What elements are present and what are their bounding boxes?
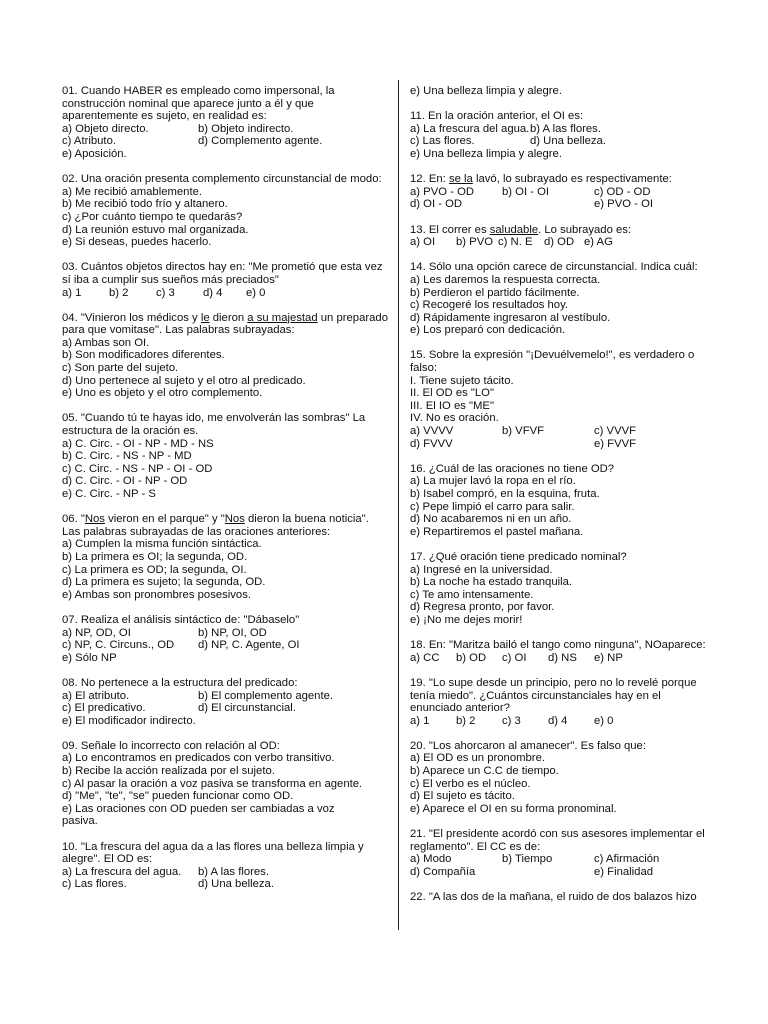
option-row [410, 198, 710, 211]
column-divider [398, 80, 399, 930]
option-c[interactable]: c) ¿Por cuánto tiempo te quedarás? [62, 210, 243, 223]
option-d[interactable]: d) OD [544, 236, 575, 249]
option-e[interactable]: e) Los preparó con dedicación. [410, 324, 566, 337]
question-16 [410, 463, 710, 539]
option-row [62, 652, 388, 665]
option-e[interactable]: e) NP [594, 651, 623, 664]
question-06 [62, 513, 388, 601]
option-a[interactable]: a) 1 [62, 286, 82, 299]
question-stem: 01. Cuando HABER es empleado como impersonal, la construcción nominal que aparece junto a él y que aparentemente es sujeto, en realidad es: [62, 85, 335, 123]
option-c[interactable]: c) Te amo intensamente. [410, 588, 534, 601]
option-e[interactable]: e) El modificador indirecto. [62, 714, 196, 727]
stem-text: dieron [209, 311, 248, 324]
question-20 [410, 740, 710, 816]
option-row [62, 702, 388, 715]
option-a[interactable]: a) La frescura del agua. [62, 865, 182, 878]
stem-text: un preparado para que vomitase". Las palabras subrayadas: [62, 311, 388, 337]
option-row [410, 652, 710, 665]
option-b[interactable]: b) 2 [109, 286, 129, 299]
option-a[interactable]: a) OI [410, 236, 436, 249]
option-c[interactable]: c) VVVF [594, 425, 637, 438]
option-e[interactable]: e) 0 [246, 286, 266, 299]
option-b[interactable]: b) OD [456, 651, 487, 664]
option-c[interactable]: c) C. Circ. - NS - NP - OI - OD [62, 462, 213, 475]
statement-item: I. Tiene sujeto tácito. [410, 374, 514, 387]
option-d[interactable]: d) La primera es sujeto; la segunda, OD. [62, 576, 266, 589]
option-a[interactable]: a) Objeto directo. [62, 122, 149, 135]
question-09 [62, 740, 388, 828]
option-e[interactable]: e) FVVF [594, 437, 637, 450]
question-21 [410, 828, 710, 878]
option-b[interactable]: b) A las flores. [198, 865, 269, 878]
question-stem: 16. ¿Cuál de las oraciones no tiene OD? [410, 462, 615, 475]
option-c[interactable]: c) Las flores. [62, 878, 127, 891]
option-b[interactable]: b) NP, OI, OD [198, 626, 267, 639]
option-row [410, 236, 710, 249]
option-c[interactable]: c) Son parte del sujeto. [62, 362, 179, 375]
option-row [62, 148, 388, 161]
option-c[interactable]: c) La primera es OD; la segunda, OI. [62, 563, 247, 576]
option-row [62, 627, 388, 640]
option-d[interactable]: d) Compañía [410, 865, 476, 878]
question-stem: 22. "A las dos de la mañana, el ruido de dos balazos hizo [410, 891, 697, 903]
option-a[interactable]: a) Lo encontramos en predicados con verbo transitivo. [62, 752, 335, 765]
left-column [62, 85, 388, 904]
option-e[interactable]: e) Aposición. [62, 147, 127, 160]
question-08 [62, 677, 388, 727]
stem-text: . Lo subrayado es: [538, 223, 632, 236]
stem-text: vieron en el parque" y " [104, 513, 225, 526]
option-b[interactable]: b) Objeto indirecto. [198, 122, 294, 135]
question-stem: 11. En la oración anterior, el OI es: [410, 110, 584, 123]
option-e[interactable]: e) Repartiremos el pastel mañana. [410, 525, 584, 538]
option-e[interactable]: e) Si deseas, puedes hacerlo. [62, 236, 212, 249]
option-row [62, 123, 388, 136]
option-c[interactable]: c) N. E [498, 236, 533, 249]
option-a[interactable]: a) 1 [410, 714, 430, 727]
option-e[interactable]: e) Las oraciones con OD pueden ser cambiadas a voz pasiva. [62, 802, 335, 828]
option-e[interactable]: e) Ambas son pronombres posesivos. [62, 588, 252, 601]
question-11 [410, 110, 710, 160]
option-a[interactable]: a) Ambas son OI. [62, 336, 150, 349]
option-e[interactable]: e) C. Circ. - NP - S [62, 488, 156, 500]
option-d[interactable]: d) Una belleza. [530, 135, 606, 148]
option-d[interactable]: d) La reunión estuvo mal organizada. [62, 223, 249, 236]
option-row [410, 123, 710, 136]
question-19 [410, 677, 710, 727]
option-row [62, 287, 388, 300]
option-d[interactable]: d) 4 [203, 286, 223, 299]
stem-text: dieron la buena noticia". Las palabras subrayadas de las oraciones anteriores: [62, 513, 369, 538]
option-d[interactable]: d) FVVV [410, 437, 453, 450]
question-stem: 05. "Cuando tú te hayas ido, me envolverán las sombras" La estructura de la oración es. [62, 412, 366, 438]
option-e[interactable]: e) Uno es objeto y el otro complemento. [62, 387, 263, 400]
option-e[interactable]: e) Sólo NP [62, 651, 117, 664]
stem-text: 06. " [62, 513, 85, 526]
option-row [410, 186, 710, 199]
statement-item: III. El IO es "ME" [410, 399, 494, 412]
option-b[interactable]: b) A las flores. [530, 122, 601, 135]
option-d[interactable]: d) OI - OD [410, 198, 463, 211]
option-a[interactable]: a) VVVV [410, 425, 454, 438]
option-b[interactable]: b) C. Circ. - NS - NP - MD [62, 450, 192, 463]
option-row [62, 866, 388, 879]
question-stem: 07. Realiza el análisis sintáctico de: "Dábaselo" [62, 613, 300, 626]
option-e[interactable]: e) Aparece el OI en su forma pronominal. [410, 802, 617, 815]
question-stem [62, 513, 388, 538]
option-c[interactable]: c) El verbo es el núcleo. [410, 777, 531, 790]
option-b[interactable]: b) Aparece un C.C de tiempo. [410, 765, 559, 778]
question-15 [410, 349, 710, 450]
option-row [62, 715, 388, 728]
question-stem: 15. Sobre la expresión "¡Devuélvemelo!", es verdadero o falso: [410, 349, 695, 375]
underlined-word: Nos [84, 513, 105, 526]
option-a[interactable]: a) C. Circ. - OI - NP - MD - NS [62, 437, 214, 450]
option-c[interactable]: c) Las flores. [410, 135, 475, 148]
underlined-word: le [200, 311, 210, 324]
statement-item: IV. No es oración. [410, 412, 499, 425]
option-c[interactable]: c) NP, C. Circuns., OD [62, 639, 175, 652]
option-d[interactable]: d) 4 [548, 714, 568, 727]
option-d[interactable]: d) Complemento agente. [198, 135, 323, 148]
question-02 [62, 173, 388, 249]
option-a[interactable]: a) Ingresé en la universidad. [410, 563, 553, 576]
option-e[interactable]: e) 0 [594, 714, 614, 727]
question-22 [410, 891, 710, 904]
option-a[interactable]: a) La frescura del agua. [410, 122, 530, 135]
stem-text: 04. "Vinieron los médicos y [62, 311, 201, 324]
question-18 [410, 639, 710, 664]
question-12 [410, 173, 710, 211]
option-d[interactable]: d) El circunstancial. [198, 702, 296, 715]
option-d[interactable]: d) No acabaremos ni en un año. [410, 513, 572, 526]
option-row [62, 639, 388, 652]
option-e[interactable]: e) Finalidad [594, 865, 654, 878]
option-d[interactable]: d) Rápidamente ingresaron al vestíbulo. [410, 311, 611, 324]
option-row [410, 425, 710, 438]
question-stem: 08. No pertenece a la estructura del predicado: [62, 676, 298, 689]
option-a[interactable]: a) El OD es un pronombre. [410, 752, 545, 765]
question-stem: 21. "El presidente acordó con sus asesores implementar el reglamento". El CC es de: [410, 828, 705, 853]
option-d[interactable]: d) El sujeto es tácito. [410, 790, 515, 803]
question-01 [62, 85, 388, 161]
option-d[interactable]: d) "Me", "te", "se" pueden funcionar como OD. [62, 790, 294, 803]
question-07 [62, 614, 388, 664]
option-a[interactable]: a) CC [410, 651, 440, 664]
option-e[interactable]: e) AG [584, 236, 613, 249]
option-b[interactable]: b) PVO [456, 236, 494, 249]
option-c[interactable]: c) Afirmación [594, 853, 660, 866]
option-a[interactable]: a) El atributo. [62, 689, 130, 702]
option-e[interactable]: e) ¡No me dejes morir! [410, 613, 523, 626]
question-stem: 14. Sólo una opción carece de circunstancial. Indica cuál: [410, 261, 698, 274]
question-03 [62, 261, 388, 299]
option-b[interactable]: b) La primera es OI; la segunda, OD. [62, 550, 248, 563]
option-b[interactable]: b) VFVF [502, 425, 545, 438]
question-04 [62, 312, 388, 400]
option-c[interactable]: c) 3 [156, 286, 175, 299]
question-stem: 02. Una oración presenta complemento circunstancial de modo: [62, 173, 382, 186]
option-row [62, 878, 388, 891]
option-a[interactable]: a) Cumplen la misma función sintáctica. [62, 538, 262, 551]
question-13 [410, 224, 710, 249]
question-05 [62, 412, 388, 500]
right-column [410, 85, 710, 916]
option-e[interactable]: e) Una belleza limpia y alegre. [410, 147, 562, 160]
option-row [410, 715, 710, 728]
option-b[interactable]: b) La noche ha estado tranquila. [410, 576, 573, 589]
question-stem: 17. ¿Qué oración tiene predicado nominal? [410, 550, 627, 563]
option-d[interactable]: d) C. Circ. - OI - NP - OD [62, 475, 188, 488]
option-row [62, 690, 388, 703]
option-a[interactable]: a) NP, OD, OI [62, 626, 131, 639]
option-b[interactable]: b) Son modificadores diferentes. [62, 349, 225, 362]
underlined-phrase: se la [448, 173, 473, 186]
underlined-word: saludable [489, 223, 539, 236]
option-c[interactable]: c) Pepe limpió el carro para salir. [410, 500, 575, 513]
option-b[interactable]: b) Tiempo [502, 853, 553, 866]
option-c[interactable]: c) 3 [502, 714, 521, 727]
question-14 [410, 261, 710, 337]
option-row [410, 866, 710, 879]
option-d[interactable]: d) Una belleza. [198, 878, 274, 891]
question-stem [410, 224, 710, 237]
option-c[interactable]: c) Recogeré los resultados hoy. [410, 299, 569, 312]
option-c[interactable]: c) Atributo. [62, 135, 116, 148]
option-a[interactable]: a) Modo [410, 853, 452, 866]
statement-item: II. El OD es "LO" [410, 387, 494, 400]
option-row [410, 853, 710, 866]
option-b[interactable]: b) Recibe la acción realizada por el sujeto. [62, 765, 275, 778]
stem-text: 12. En: [410, 173, 449, 186]
option-a[interactable]: a) Me recibió amablemente. [62, 185, 203, 198]
option-c[interactable]: c) Al pasar la oración a voz pasiva se transforma en agente. [62, 777, 363, 790]
option-b[interactable]: b) Isabel compró, en la esquina, fruta. [410, 488, 600, 500]
option-d[interactable]: d) Uno pertenece al sujeto y el otro al predicado. [62, 374, 306, 387]
option-b[interactable]: b) Perdieron el partido fácilmente. [410, 286, 580, 299]
option-c[interactable]: c) El predicativo. [62, 702, 146, 715]
stem-text: lavó, lo subrayado es respectivamente: [472, 173, 672, 186]
option-a[interactable]: a) Les daremos la respuesta correcta. [410, 273, 601, 286]
question-17 [410, 551, 710, 627]
option-b[interactable]: b) OI - OI [502, 185, 550, 198]
option-c[interactable]: c) OI [502, 651, 527, 664]
option-row [410, 438, 710, 451]
underlined-word: Nos [224, 513, 245, 526]
question-10 [62, 841, 388, 891]
question-stem: 10. "La frescura del agua da a las flores una belleza limpia y alegre". El OD es: [62, 840, 364, 866]
stem-text: 13. El correr es [410, 223, 490, 236]
option-c[interactable]: c) OD - OD [594, 185, 651, 198]
question-stem [410, 173, 710, 186]
option-a[interactable]: a) La mujer lavó la ropa en el río. [410, 475, 576, 488]
option-row [62, 135, 388, 148]
question-stem: 19. "Lo supe desde un principio, pero no lo revelé porque tenía miedo". ¿Cuántos circunstanciales hay en el enunciado anterior? [410, 676, 697, 715]
question-10-continued [410, 85, 710, 98]
question-stem [62, 312, 388, 337]
option-row [410, 135, 710, 148]
question-stem: 03. Cuántos objetos directos hay en: "Me prometió que esta vez sí iba a cumplir sus sueños más preciados" [62, 261, 383, 286]
option-b[interactable]: b) Me recibió todo frío y altanero. [62, 198, 228, 211]
option-e[interactable]: e) PVO - OI [594, 198, 654, 211]
question-stem: 18. En: "Maritza bailó el tango como ninguna", NOaparece: [410, 639, 706, 652]
question-stem: 20. "Los ahorcaron al amanecer". Es falso que: [410, 739, 646, 752]
option-b[interactable]: b) El complemento agente. [198, 689, 334, 702]
question-stem: 09. Señale lo incorrecto con relación al OD: [62, 739, 280, 752]
option-b[interactable]: b) 2 [456, 714, 476, 727]
option-d[interactable]: d) NP, C. Agente, OI [198, 639, 300, 652]
option-a[interactable]: a) PVO - OD [410, 185, 475, 198]
option-d[interactable]: d) NS [548, 651, 577, 664]
underlined-phrase: a su majestad [247, 311, 318, 324]
option-d[interactable]: d) Regresa pronto, por favor. [410, 601, 555, 614]
option-row [410, 148, 710, 161]
option-e[interactable]: e) Una belleza limpia y alegre. [410, 85, 562, 97]
